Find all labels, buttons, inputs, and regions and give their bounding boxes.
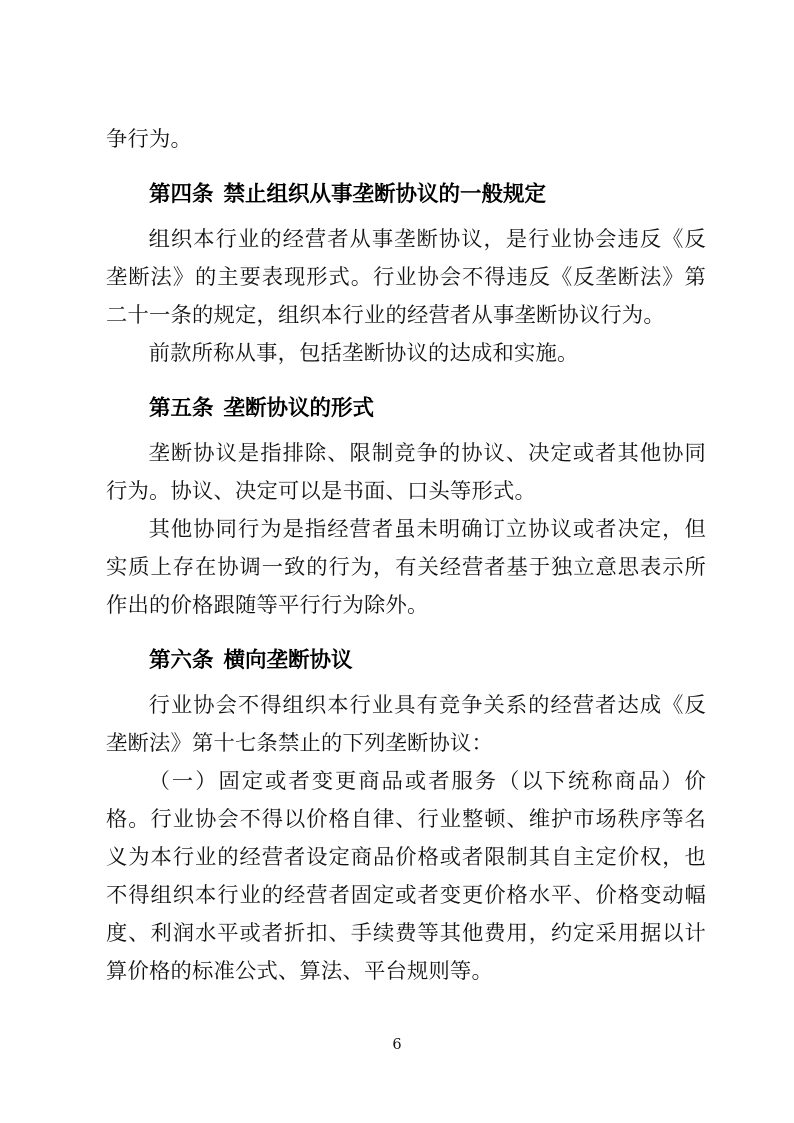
document-body — [106, 121, 706, 991]
article-5-number: 第五条 — [149, 396, 214, 421]
article-6-paragraph-1: 行业协会不得组织本行业具有竞争关系的经营者达成《反垄断法》第十七条禁止的下列垄断协议： — [106, 693, 706, 756]
article-6-number: 第六条 — [149, 648, 214, 673]
article-4-title: 禁止组织从事垄断协议的一般规定 — [223, 182, 547, 207]
article-4-number: 第四条 — [149, 182, 214, 207]
article-4-heading — [106, 176, 706, 214]
article-6-title: 横向垄断协议 — [223, 648, 353, 673]
paragraph-continuation: 争行为。 — [106, 127, 192, 152]
article-4-paragraph-1: 组织本行业的经营者从事垄断协议，是行业协会违反《反垄断法》的主要表现形式。行业协会不得违反《反垄断法》第二十一条的规定，组织本行业的经营者从事垄断协议行为。 — [106, 227, 706, 328]
page-number: 6 — [392, 1037, 402, 1053]
article-5-paragraph-2: 其他协同行为是指经营者虽未明确订立协议或者决定，但实质上存在协调一致的行为，有关经营者基于独立意思表示所作出的价格跟随等平行行为除外。 — [106, 517, 706, 618]
article-5-heading — [106, 390, 706, 428]
article-4-paragraph-2: 前款所称从事，包括垄断协议的达成和实施。 — [148, 341, 579, 366]
article-5-paragraph-1: 垄断协议是指排除、限制竞争的协议、决定或者其他协同行为。协议、决定可以是书面、口头等形式。 — [106, 441, 706, 504]
article-6-paragraph-2: （一）固定或者变更商品或者服务（以下统称商品）价格。行业协会不得以价格自律、行业整顿、维护市场秩序等名义为本行业的经营者设定商品价格或者限制其自主定价权，也不得组织本行业的经营者固定或者变更价格水平、价格变动幅度、利润水平或者折扣、手续费等其他费用，约定采用据以计算价格的标准公式、算法、平台规则等。 — [106, 769, 706, 984]
article-6-heading — [106, 642, 706, 680]
article-5-title: 垄断协议的形式 — [223, 396, 375, 421]
